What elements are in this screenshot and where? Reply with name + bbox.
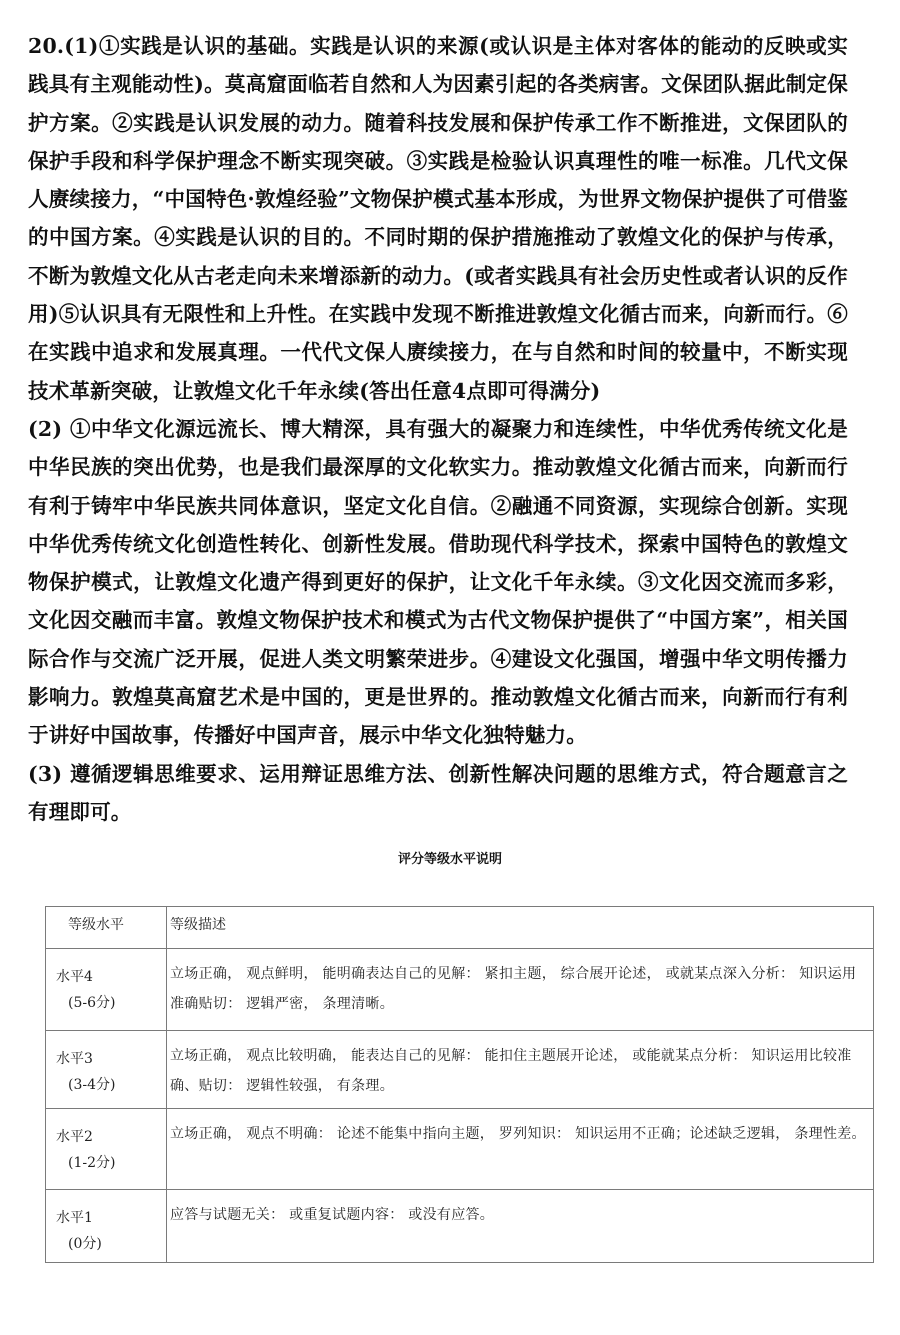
answer-part-3: (3) 遵循逻辑思维要求、运用辩证思维方法、创新性解决问题的思维方式，符合题意言之有理即可。 [28, 761, 848, 824]
header-description-label: 等级描述 [170, 917, 226, 933]
level-description: 应答与试题无关： 或重复试题内容： 或没有应答。 [170, 1207, 495, 1223]
level-score-range: (1-2分) [68, 1155, 116, 1171]
level-name: 水平1 [56, 1210, 93, 1226]
level-description: 立场正确， 观点鲜明， 能明确表达自己的见解： 紧扣主题， 综合展开论述， 或就某点深入分析： 知识运用准确贴切： 逻辑严密， 条理清晰。 [170, 966, 857, 1012]
level-name: 水平2 [56, 1129, 93, 1145]
rubric-row-level-4 [46, 949, 874, 1031]
header-level-label: 等级水平 [68, 917, 124, 933]
rubric-title: 评分等级水平说明 [397, 852, 502, 867]
rubric-row-level-3 [46, 1031, 874, 1109]
level-score-range: (5-6分) [68, 995, 116, 1011]
description-cell [167, 1190, 874, 1263]
rubric-row-level-2 [46, 1109, 874, 1190]
level-cell [46, 1031, 167, 1109]
rubric-table [45, 906, 874, 1263]
level-name: 水平3 [56, 1051, 93, 1067]
level-cell [46, 1190, 167, 1263]
level-description: 立场正确， 观点不明确： 论述不能集中指向主题， 罗列知识： 知识运用不正确；论述缺乏逻辑， 条理性差。 [170, 1126, 866, 1142]
level-name: 水平4 [56, 969, 93, 985]
answer-section [28, 27, 848, 831]
level-description: 立场正确， 观点比较明确， 能表达自己的见解： 能扣住主题展开论述， 或能就某点分析： 知识运用比较准确、贴切： 逻辑性较强， 有条理。 [170, 1048, 852, 1094]
header-description-cell [167, 907, 874, 949]
rubric-row-level-1 [46, 1190, 874, 1263]
level-score-range: (0分) [68, 1236, 102, 1252]
answer-part-2: (2) ①中华文化源远流长、博大精深，具有强大的凝聚力和连续性，中华优秀传统文化是中华民族的突出优势，也是我们最深厚的文化软实力。推动敦煌文化循古而来，向新而行有利于铸牢中华民族共同体意识，坚定文化自信。②融通不同资源，实现综合创新。实现中华优秀传统文化创造性转化、创新性发展。借助现代科学技术，探索中国特色的敦煌文物保护模式，让敦煌文化遗产得到更好的保护，让文化千年永续。③文化因交流而多彩，文化因交融而丰富。敦煌文物保护技术和模式为古代文物保护提供了“中国方案”，相关国际合作与交流广泛开展，促进人类文明繁荣进步。④建设文化强国，增强中华文明传播力影响力。敦煌莫高窟艺术是中国的，更是世界的。推动敦煌文化循古而来，向新而行有利于讲好中国故事，传播好中国声音，展示中华文化独特魅力。 [28, 416, 848, 748]
level-cell [46, 1109, 167, 1190]
description-cell [167, 949, 874, 1031]
rubric-header-row [46, 907, 874, 949]
description-cell [167, 1031, 874, 1109]
level-cell [46, 949, 167, 1031]
level-score-range: (3-4分) [68, 1077, 116, 1093]
description-cell [167, 1109, 874, 1190]
answer-part-1: 20.(1)①实践是认识的基础。实践是认识的来源(或认识是主体对客体的能动的反映或实践具有主观能动性)。莫高窟面临若自然和人为因素引起的各类病害。文保团队据此制定保护方案。②实践是认识发展的动力。随着科技发展和保护传承工作不断推进，文保团队的保护手段和科学保护理念不断实现突破。③实践是检验认识真理性的唯一标准。几代文保人赓续接力，“中国特色·敦煌经验”文物保护模式基本形成，为世界文物保护提供了可借鉴的中国方案。④实践是认识的目的。不同时期的保护措施推动了敦煌文化的保护与传承，不断为敦煌文化从古老走向未来增添新的动力。(或者实践具有社会历史性或者认识的反作用)⑤认识具有无限性和上升性。在实践中发现不断推进敦煌文化循古而来，向新而行。⑥在实践中追求和发展真理。一代代文保人赓续接力，在与自然和时间的较量中，不断实现技术革新突破，让敦煌文化千年永续(答出任意4点即可得满分) [28, 34, 848, 403]
header-level-cell [46, 907, 167, 949]
